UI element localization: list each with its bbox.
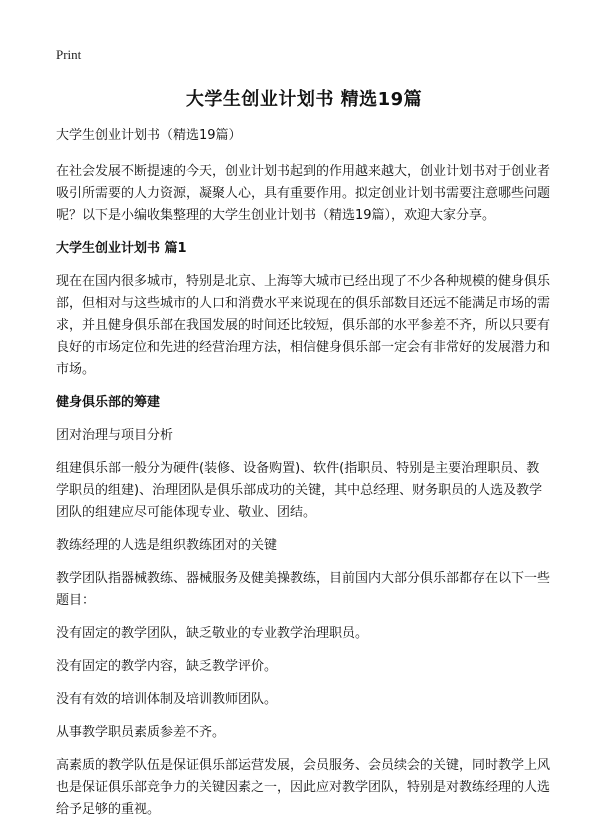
paragraph-9: 从事教学职员素质参差不齐。 bbox=[56, 725, 226, 740]
paragraph-8: 没有有效的培训体制及培训教师团队。 bbox=[56, 692, 278, 707]
print-link[interactable]: Print bbox=[56, 47, 82, 62]
paragraph-1: 现在在国内很多城市，特别是北京、上海等大城市已经出现了不少各种规模的健身俱乐部，但相对与这些城市的人口和消费水平来说现在的俱乐部数目还远不能满足市场的需求，并且健身俱乐部在我国发展的时间还比较短，俱乐部的水平参差不齐，所以只要有良好的市场定位和先进的经营治理方法，相信健身俱乐部一定会有非常好的发展潜力和市场。 bbox=[56, 274, 551, 377]
part-heading: 大学生创业计划书 篇1 bbox=[56, 241, 187, 256]
paragraph-10: 高素质的教学队伍是保证俱乐部运营发展，会员服务、会员续会的关键，同时教学上风也是保证俱乐部竞争力的关键因素之一，因此应对教学团队，特别是对教练经理的人选给予足够的重视。 bbox=[56, 758, 551, 817]
document-title: 大学生创业计划书 精选19篇 bbox=[185, 89, 423, 110]
section-heading: 健身俱乐部的筹建 bbox=[56, 395, 161, 410]
paragraph-5: 教学团队指器械教练、器械服务及健美操教练，目前国内大部分俱乐部都存在以下一些题目： bbox=[56, 571, 551, 608]
paragraph-4: 教练经理的人选是组织教练团对的关键 bbox=[56, 538, 278, 553]
paragraph-2: 团对治理与项目分析 bbox=[56, 428, 174, 443]
paragraph-6: 没有固定的教学团队，缺乏敬业的专业教学治理职员。 bbox=[56, 626, 369, 641]
document-page bbox=[56, 44, 552, 832]
intro-paragraph: 在社会发展不断提速的今天，创业计划书起到的作用越来越大，创业计划书对于创业者吸引所需要的人力资源，凝聚人心，具有重要作用。拟定创业计划书需要注意哪些问题呢？以下是小编收集整理的大学生创业计划书（精选19篇），欢迎大家分享。 bbox=[56, 164, 551, 223]
paragraph-3: 组建俱乐部一般分为硬件(装修、设备购置)、软件(指职员、特别是主要治理职员、教学职员的组建)、治理团队是俱乐部成功的关键，其中总经理、财务职员的人选及教学团队的组建应尽可能体现专业、敬业、团结。 bbox=[56, 461, 543, 520]
document-subtitle: 大学生创业计划书（精选19篇） bbox=[56, 128, 242, 143]
paragraph-7: 没有固定的教学内容，缺乏教学评价。 bbox=[56, 659, 278, 674]
